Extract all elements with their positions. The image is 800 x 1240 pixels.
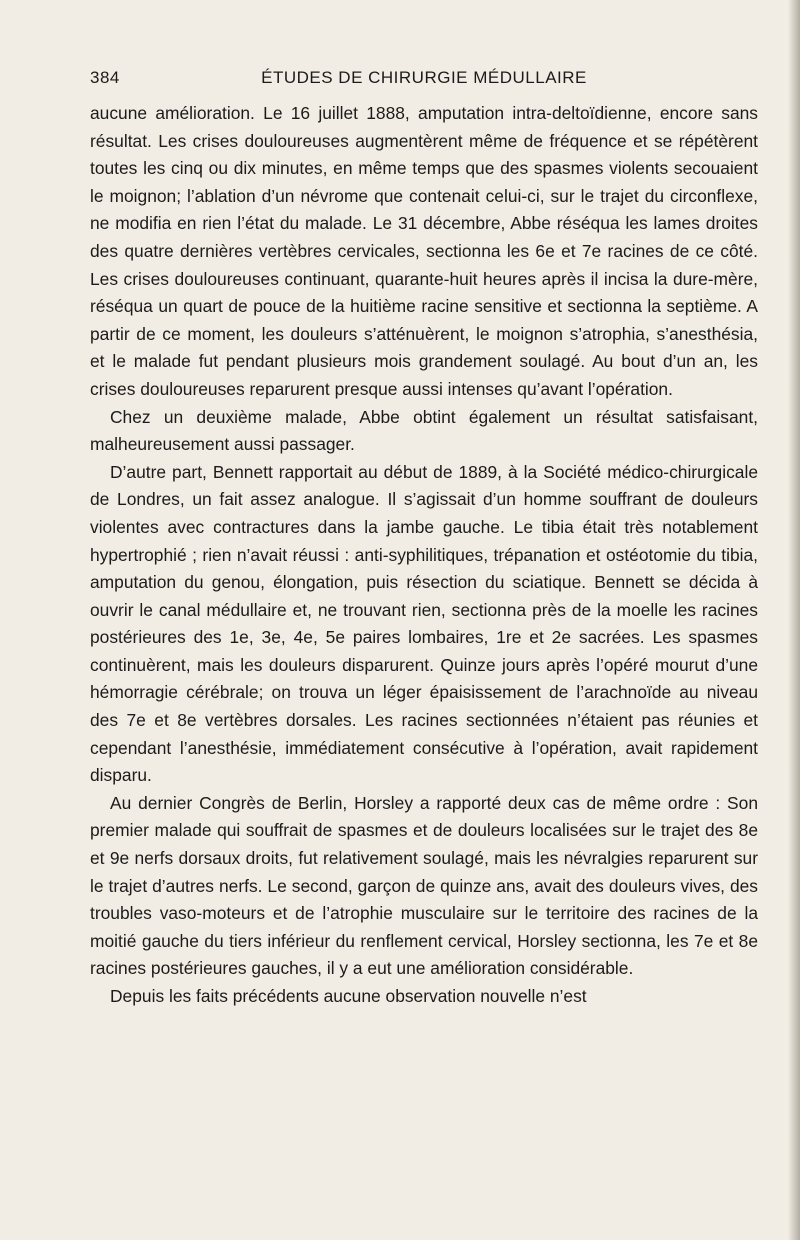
paragraph-3: D’autre part, Bennett rapportait au début de 1889, à la Société médico-chirurgicale de Londres, un fait assez analogue. Il s’agissait d’un homme souffrant de douleurs violentes avec contractures dans la jambe gauche. Le tibia était très notablement hypertrophié ; rien n’avait réussi : anti-syphilitiques, trépanation et ostéotomie du tibia, amputation du genou, élongation, puis résection du sciatique. Bennett se décida à ouvrir le canal médullaire et, ne trouvant rien, sectionna près de la moelle les racines postérieures des 1e, 3e, 4e, 5e paires lombaires, 1re et 2e sacrées. Les spasmes continuèrent, mais les douleurs disparurent. Quinze jours après l’opéré mourut d’une hémorragie cérébrale; on trouva un léger épaisissement de l’arachnoïde au niveau des 7e et 8e vertèbres dorsales. Les racines sectionnées n’étaient pas réunies et cependant l’anesthésie, immédiatement consécutive à l’opération, avait rapidement disparu. xyxy=(90,461,758,786)
page-edge-shadow xyxy=(788,0,800,1240)
paragraph-1: aucune amélioration. Le 16 juillet 1888, amputation intra-deltoïdienne, encore sans résultat. Les crises douloureuses augmentèrent même de fréquence et se répétèrent toutes les cinq ou dix minutes, en même temps que des spasmes violents secouaient le moignon; l’ablation d’un névrome que contenait celui-ci, sur le trajet du circonflexe, ne modifia en rien l’état du malade. Le 31 décembre, Abbe réséqua les lames droites des quatre dernières vertèbres cervicales, sectionna les 6e et 7e racines de ce côté. Les crises douloureuses continuant, quarante-huit heures après il incisa la dure-mère, réséqua un quart de pouce de la huitième racine sensitive et sectionna la septième. A partir de ce moment, les douleurs s’atténuèrent, le moignon s’atrophia, s’anesthésia, et le malade fut pendant plusieurs mois grandement soulagé. Au bout d’un an, les crises douloureuses reparurent presque aussi intenses qu’avant l’opération. xyxy=(90,103,758,399)
paragraph-4: Au dernier Congrès de Berlin, Horsley a rapporté deux cas de même ordre : Son premier malade qui souffrait de spasmes et de douleurs localisées sur le trajet des 8e et 9e nerfs dorsaux droits, fut relativement soulagé, mais les névralgies reparurent sur le trajet d’autres nerfs. Le second, garçon de quinze ans, avait des douleurs vives, des troubles vaso-moteurs et de l’atrophie musculaire sur le territoire des racines de la moitié gauche du tiers inférieur du renflement cervical, Horsley sectionna, les 7e et 8e racines postérieures gauches, il y a eut une amélioration considérable. xyxy=(90,792,758,979)
running-title: ÉTUDES DE CHIRURGIE MÉDULLAIRE xyxy=(261,68,587,87)
body-text xyxy=(90,100,758,1011)
paragraph-2: Chez un deuxième malade, Abbe obtint également un résultat satisfaisant, malheureusement aussi passager. xyxy=(90,406,758,455)
paragraph-5: Depuis les faits précédents aucune observation nouvelle n’est xyxy=(110,986,587,1006)
page-header xyxy=(90,68,758,92)
page-number: 384 xyxy=(90,68,120,87)
